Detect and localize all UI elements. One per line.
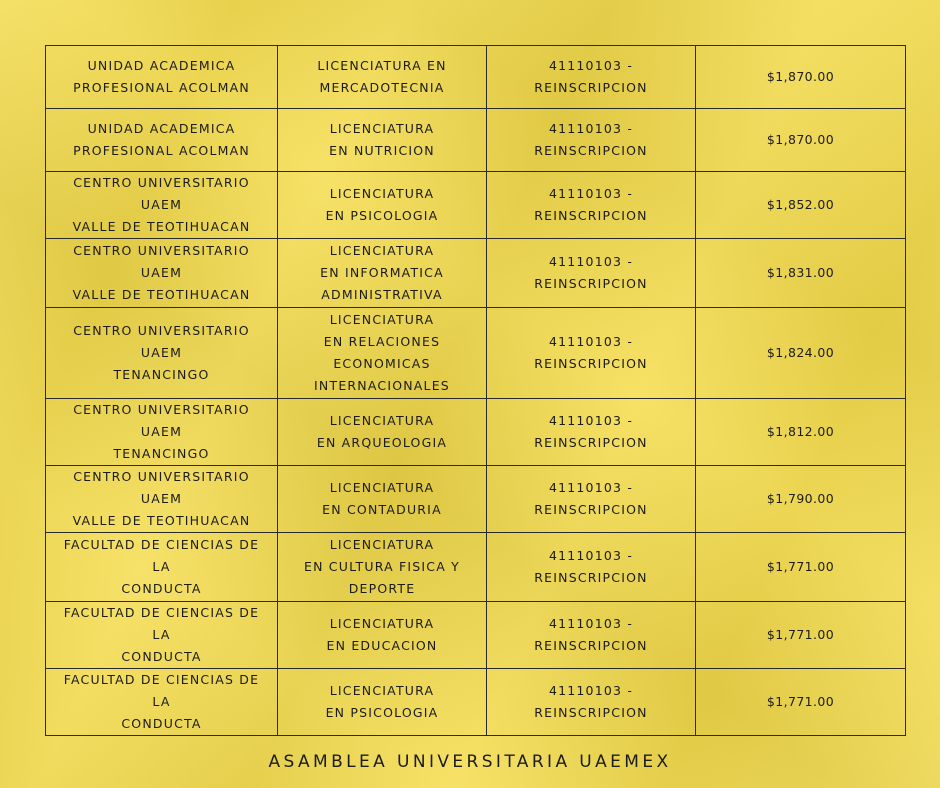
program-cell: LICENCIATURA EN NUTRICION — [278, 109, 487, 172]
footer-signature: ASAMBLEA UNIVERSITARIA UAEMEX — [268, 752, 672, 772]
fees-table — [45, 45, 906, 736]
campus-cell: UNIDAD ACADEMICA PROFESIONAL ACOLMAN — [46, 109, 278, 172]
campus-cell: CENTRO UNIVERSITARIO UAEM TENANCINGO — [46, 308, 278, 399]
program-cell: LICENCIATURA EN PSICOLOGIA — [278, 172, 487, 239]
amount-cell: $1,824.00 — [696, 308, 906, 399]
table-row — [46, 109, 906, 172]
program-cell: LICENCIATURA EN ARQUEOLOGIA — [278, 399, 487, 466]
program-cell: LICENCIATURA EN RELACIONES ECONOMICAS INTERNACIONALES — [278, 308, 487, 399]
fees-table-container — [45, 45, 905, 736]
program-cell: LICENCIATURA EN EDUCACION — [278, 602, 487, 669]
table-row — [46, 602, 906, 669]
concept-cell: 41110103 - REINSCRIPCION — [487, 109, 696, 172]
concept-cell: 41110103 - REINSCRIPCION — [487, 239, 696, 308]
table-row — [46, 308, 906, 399]
campus-cell: CENTRO UNIVERSITARIO UAEM VALLE DE TEOTIHUACAN — [46, 466, 278, 533]
table-row — [46, 172, 906, 239]
campus-cell: FACULTAD DE CIENCIAS DE LA CONDUCTA — [46, 602, 278, 669]
program-cell: LICENCIATURA EN CONTADURIA — [278, 466, 487, 533]
table-row — [46, 46, 906, 109]
program-cell: LICENCIATURA EN INFORMATICA ADMINISTRATIVA — [278, 239, 487, 308]
amount-cell: $1,852.00 — [696, 172, 906, 239]
campus-cell: UNIDAD ACADEMICA PROFESIONAL ACOLMAN — [46, 46, 278, 109]
campus-cell: FACULTAD DE CIENCIAS DE LA CONDUCTA — [46, 533, 278, 602]
campus-cell: CENTRO UNIVERSITARIO UAEM VALLE DE TEOTIHUACAN — [46, 172, 278, 239]
program-cell: LICENCIATURA EN PSICOLOGIA — [278, 669, 487, 736]
concept-cell: 41110103 - REINSCRIPCION — [487, 533, 696, 602]
amount-cell: $1,812.00 — [696, 399, 906, 466]
table-row — [46, 669, 906, 736]
amount-cell: $1,831.00 — [696, 239, 906, 308]
concept-cell: 41110103 - REINSCRIPCION — [487, 308, 696, 399]
table-row — [46, 239, 906, 308]
program-cell: LICENCIATURA EN MERCADOTECNIA — [278, 46, 487, 109]
table-row — [46, 399, 906, 466]
concept-cell: 41110103 - REINSCRIPCION — [487, 399, 696, 466]
concept-cell: 41110103 - REINSCRIPCION — [487, 466, 696, 533]
amount-cell: $1,790.00 — [696, 466, 906, 533]
program-cell: LICENCIATURA EN CULTURA FISICA Y DEPORTE — [278, 533, 487, 602]
table-row — [46, 533, 906, 602]
campus-cell: CENTRO UNIVERSITARIO UAEM TENANCINGO — [46, 399, 278, 466]
amount-cell: $1,870.00 — [696, 109, 906, 172]
table-row — [46, 466, 906, 533]
amount-cell: $1,771.00 — [696, 533, 906, 602]
amount-cell: $1,771.00 — [696, 602, 906, 669]
concept-cell: 41110103 - REINSCRIPCION — [487, 669, 696, 736]
concept-cell: 41110103 - REINSCRIPCION — [487, 602, 696, 669]
concept-cell: 41110103 - REINSCRIPCION — [487, 172, 696, 239]
amount-cell: $1,870.00 — [696, 46, 906, 109]
campus-cell: FACULTAD DE CIENCIAS DE LA CONDUCTA — [46, 669, 278, 736]
concept-cell: 41110103 - REINSCRIPCION — [487, 46, 696, 109]
amount-cell: $1,771.00 — [696, 669, 906, 736]
campus-cell: CENTRO UNIVERSITARIO UAEM VALLE DE TEOTIHUACAN — [46, 239, 278, 308]
